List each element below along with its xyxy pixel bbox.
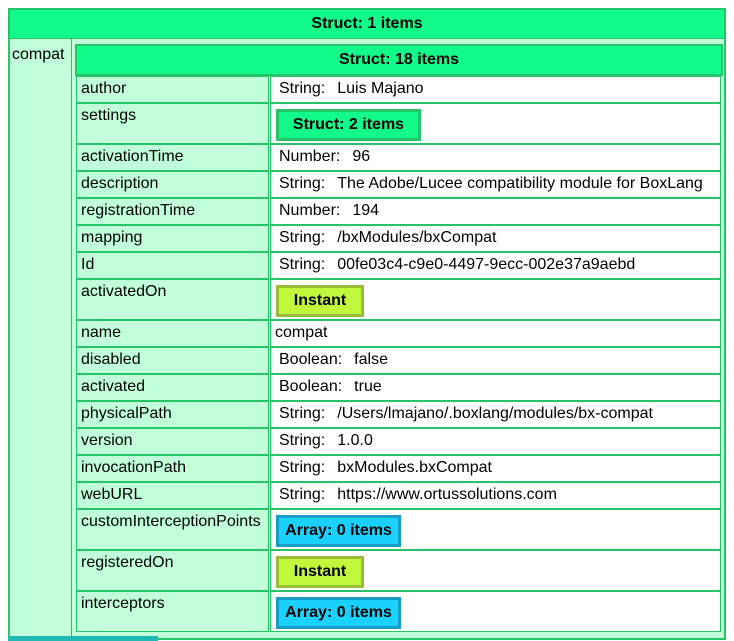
row-value [270,171,721,198]
value-type: String: [279,229,326,246]
row-interceptors [76,591,721,632]
column-divider [71,39,72,640]
value-text: 194 [352,202,380,219]
row-key: author [76,76,269,103]
registeredon-instant-badge[interactable]: Instant [276,556,364,588]
value-type: Boolean: [279,378,343,395]
row-key: Id [76,252,269,279]
row-description [76,171,721,198]
value-type: String: [279,486,326,503]
row-key: physicalPath [76,401,269,428]
value-type: Number: [279,202,341,219]
value-type: String: [279,80,326,97]
value-type: Boolean: [279,351,343,368]
custominterceptionpoints-array-badge[interactable]: Array: 0 items [276,515,401,547]
row-activatedOn [76,279,721,320]
row-id [76,252,721,279]
value-type: String: [279,175,326,192]
row-registrationTime [76,198,721,225]
row-value [270,198,721,225]
row-key: webURL [76,482,269,509]
value-text: Luis Majano [337,80,424,97]
row-invocationPath [76,455,721,482]
row-key: activationTime [76,144,269,171]
value-type: String: [279,459,326,476]
row-key: description [76,171,269,198]
row-physicalPath [76,401,721,428]
root-struct-header[interactable]: Struct: 1 items [10,10,724,39]
row-key: registrationTime [76,198,269,225]
value-text: 96 [352,148,371,165]
compat-struct-header[interactable]: Struct: 18 items [75,44,723,76]
value-text: true [354,378,382,395]
compat-struct-dump [75,44,723,633]
row-key: activatedOn [76,279,269,320]
row-value [270,428,721,455]
row-value [270,550,721,591]
row-value [270,374,721,401]
value-type: String: [279,432,326,449]
row-webURL [76,482,721,509]
row-customInterceptionPoints [76,509,721,550]
row-value [270,509,721,550]
row-value [270,103,721,144]
row-key: invocationPath [76,455,269,482]
value-text: https://www.ortussolutions.com [337,486,557,503]
activatedon-instant-badge[interactable]: Instant [276,285,364,317]
settings-struct-badge[interactable]: Struct: 2 items [276,109,421,141]
row-value [270,320,721,347]
root-key-compat: compat [12,46,65,63]
row-value [270,279,721,320]
row-key: mapping [76,225,269,252]
next-dump-edge [8,636,158,641]
row-mapping [76,225,721,252]
row-key: registeredOn [76,550,269,591]
row-activationTime [76,144,721,171]
value-text: 00fe03c4-c9e0-4497-9ecc-002e37a9aebd [337,256,636,273]
row-version [76,428,721,455]
row-key: activated [76,374,269,401]
row-value [270,455,721,482]
row-value [270,144,721,171]
value-type: String: [279,256,326,273]
value-text: false [354,351,388,368]
row-author [76,76,721,103]
row-disabled [76,347,721,374]
row-value [270,591,721,632]
row-key: disabled [76,347,269,374]
row-key: version [76,428,269,455]
row-registeredOn [76,550,721,591]
row-value [270,401,721,428]
value-text: The Adobe/Lucee compatibility module for BoxLang [337,175,703,192]
value-text: 1.0.0 [337,432,373,449]
row-key: name [76,320,269,347]
row-value [270,252,721,279]
value-text: /Users/lmajano/.boxlang/modules/bx-compat [337,405,653,422]
row-key: settings [76,103,269,144]
row-value [270,482,721,509]
row-key: customInterceptionPoints [76,509,269,550]
row-name [76,320,721,347]
value-type: Number: [279,148,341,165]
row-settings [76,103,721,144]
row-value [270,225,721,252]
row-activated [76,374,721,401]
row-value [270,76,721,103]
value-type: String: [279,405,326,422]
row-value [270,347,721,374]
value-text: bxModules.bxCompat [337,459,492,476]
value-text: compat [275,324,328,341]
row-key: interceptors [76,591,269,632]
value-text: /bxModules/bxCompat [337,229,497,246]
interceptors-array-badge[interactable]: Array: 0 items [276,597,401,629]
